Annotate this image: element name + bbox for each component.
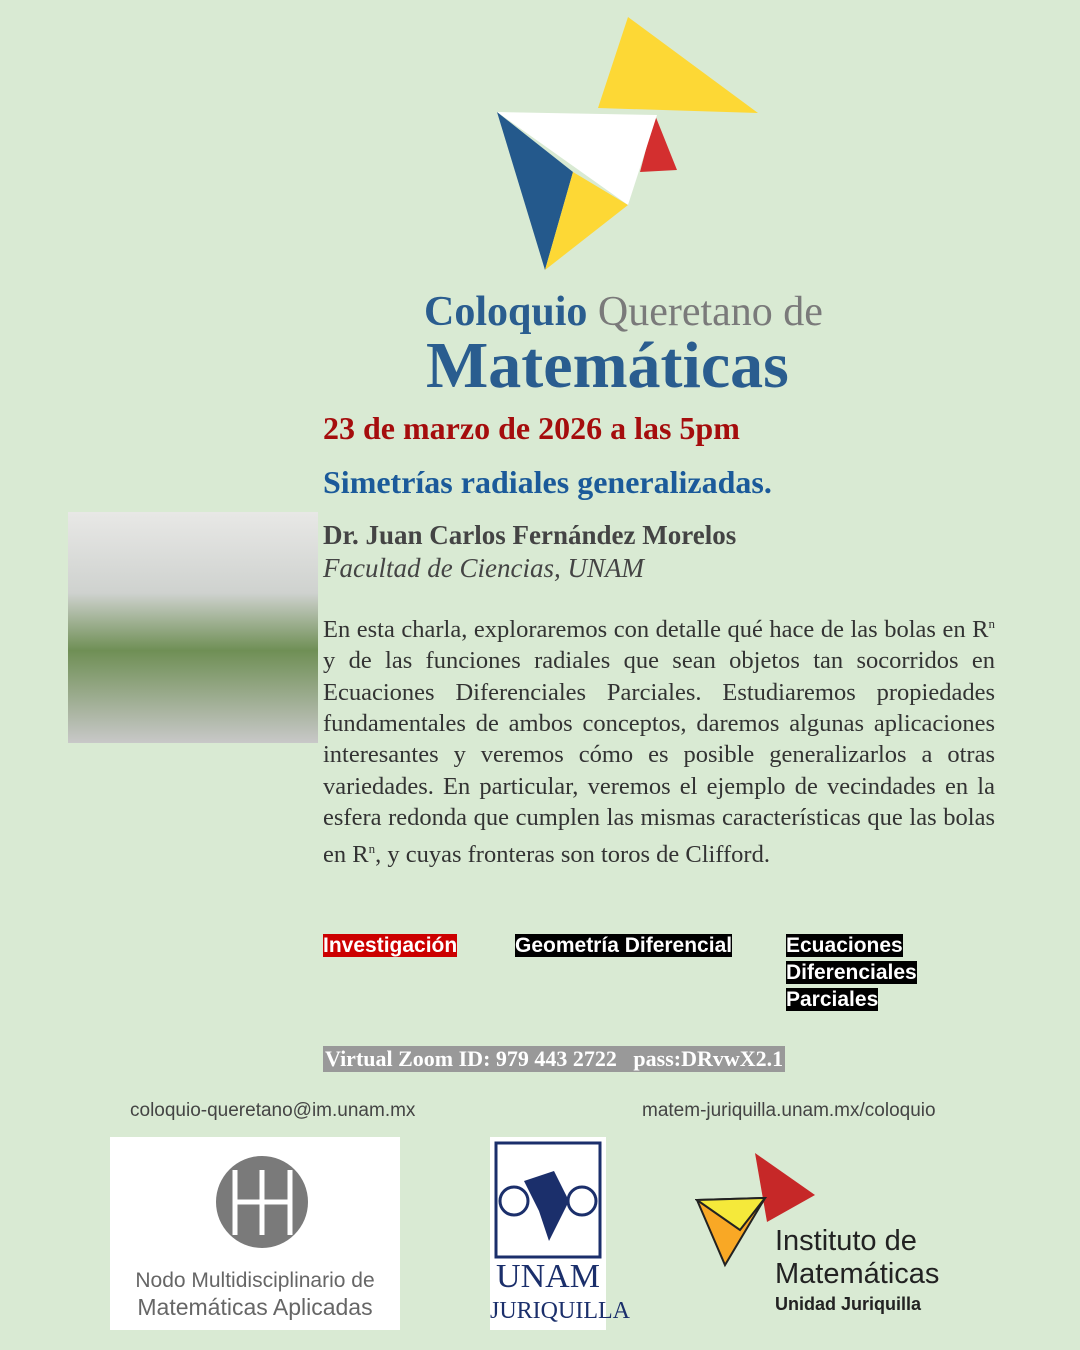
tag-label: Diferenciales [786, 961, 917, 984]
abstract-text: , y cuyas fronteras son toros de Clifford. [375, 841, 770, 869]
tag-geometria [515, 932, 732, 959]
contact-website[interactable]: matem-juriquilla.unam.mx/coloquio [642, 1100, 936, 1121]
coloquio-logo-icon [480, 10, 770, 280]
abstract-text: y de las funciones radiales que sean objetos tan socorridos en Ecuaciones Diferenciales Parciales. Estudiaremos propiedades fundamentales de ambos conceptos, daremos algunas aplicaciones interesantes y veremos cómo es posible generalizarlos a otras variedades. En particular, veremos el ejemplo de vecindades en la esfera redonda que cumplen las mismas características que las bolas en R [323, 647, 995, 869]
unam-line2: JURIQUILLA [490, 1298, 630, 1324]
tag-label: Geometría Diferencial [515, 934, 733, 957]
event-date: 23 de marzo de 2026 a las 5pm [323, 410, 740, 446]
title-queretano: Queretano de [597, 289, 823, 335]
superscript: n [368, 841, 376, 857]
talk-title: Simetrías radiales generalizadas. [323, 464, 772, 500]
unam-logo [490, 1137, 630, 1330]
superscript: n [988, 616, 995, 631]
nodo-line2: Matemáticas Aplicadas [137, 1294, 373, 1320]
im-line1: Instituto de [775, 1225, 917, 1257]
nodo-emblem-icon [215, 1155, 310, 1250]
speaker-name: Dr. Juan Carlos Fernández Morelos [323, 520, 737, 550]
im-line2: Matemáticas [775, 1258, 940, 1290]
title-main: Matemáticas [426, 329, 789, 402]
nodo-logo [110, 1137, 400, 1330]
unam-crest-icon [494, 1141, 602, 1259]
unam-line1: UNAM [496, 1258, 600, 1295]
tag-edp [786, 932, 917, 1013]
zoom-info: Virtual Zoom ID: 979 443 2722 pass:DRvwX2.1 [325, 1046, 784, 1071]
speaker-affiliation: Facultad de Ciencias, UNAM [323, 553, 644, 583]
speaker-photo [68, 512, 318, 743]
abstract [323, 608, 995, 871]
title-coloquio: Coloquio [424, 289, 588, 335]
im-line3: Unidad Juriquilla [775, 1294, 922, 1314]
tag-investigacion [323, 932, 457, 959]
abstract-text: En esta charla, exploraremos con detalle qué hace de las bolas en R [323, 616, 989, 644]
contact-email[interactable]: coloquio-queretano@im.unam.mx [130, 1100, 416, 1121]
tag-label: Ecuaciones [786, 934, 903, 957]
nodo-line1: Nodo Multidisciplinario de [135, 1269, 375, 1292]
tag-label: Investigación [323, 934, 458, 957]
tag-label: Parciales [786, 988, 879, 1011]
